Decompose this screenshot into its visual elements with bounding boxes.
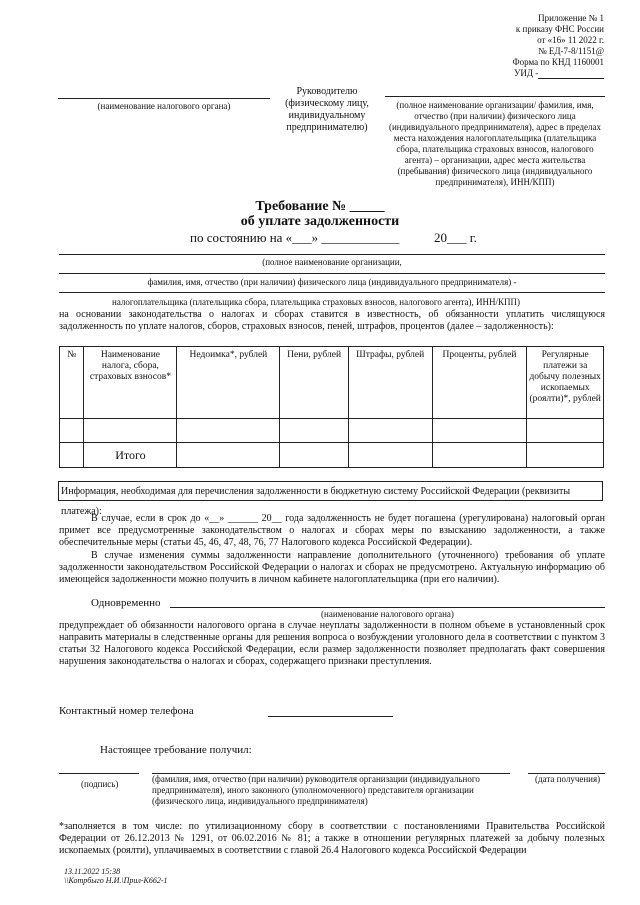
as-of-date: по состоянию на «___» ____________ <box>190 230 400 245</box>
meta-file: \\Котрбыго Н.И.\Прил-К662-1 <box>64 876 168 885</box>
taxpayer-line-1 <box>59 254 605 255</box>
tax-authority-caption: (наименование налогового органа) <box>97 101 231 111</box>
header-royalty: Регулярные платежи за добычу полезных ископаемых (роялти)*, рублей <box>527 347 604 419</box>
taxpayer-caption-2: фамилия, имя, отчество (при наличии) физического лица (индивидуального предпринимателя) - <box>147 277 517 287</box>
simultaneously-line <box>170 607 605 608</box>
table-total-row <box>60 443 604 468</box>
meta-date: 13.11.2022 15:38 <box>64 867 121 876</box>
doc-title: Требование № _____ <box>255 199 385 214</box>
simultaneously-label: Одновременно <box>91 597 161 609</box>
requisites-text: Информация, необходимая для перечисления задолженности в бюджетную систему Российской Федерации (реквизиты платежа): <box>61 486 571 517</box>
taxpayer-caption-3: налогоплательщика (плательщика сбора, плательщика страховых взносов, налогового агента), ИНН/КПП) <box>112 297 520 307</box>
appendix-line2: к приказу ФНС России <box>515 24 604 34</box>
table-row <box>60 419 604 443</box>
uid-label: УИД - <box>514 68 539 78</box>
simultaneously-caption: (наименование налогового органа) <box>321 609 454 619</box>
to-head-text: Руководителю (физическому лицу, индивидуальному предпринимателю) <box>285 86 369 133</box>
recipient-line <box>385 96 605 97</box>
appendix-line5: Форма по КНД 1160001 <box>512 57 604 67</box>
signature-line <box>59 773 139 774</box>
appendix-line3: от «16» 11 2022 г. <box>537 35 604 45</box>
header-arrears: Недоимка*, рублей <box>177 347 280 419</box>
footnote: *заполняется в том числе: по утилизационному сбору в соответствии с постановлениями Правительства Российской Федерации от 26.12.2013 № 1291, от 06.02.2016 № 81; а также в отношении регулярных платежей за добычу полезных ископаемых (роялти), уплачиваемых в соответствии с главой 26.4 Налогового кодекса Российской Федерации <box>59 821 605 856</box>
contact-phone-label: Контактный номер телефона <box>59 705 194 717</box>
header-fines: Штрафы, рублей <box>348 347 432 419</box>
taxpayer-line-3 <box>59 292 605 293</box>
simultaneously-text: предупреждает об обязанности налогового органа в случае неуплаты задолженности в полном объеме в установленный срок направить материалы в следственные органы для решения вопроса о возбуждении уголовного дела в соответствии с пунктом 3 статьи 32 Налогового кодекса Российской Федерации, если размер задолженности позволяет предполагать факт совершения нарушения законодательства о налогах и сборах, содержащего признаки преступления. <box>59 620 605 667</box>
header-num: № <box>60 347 84 419</box>
appendix-block <box>434 13 604 68</box>
total-label: Итого <box>84 443 177 468</box>
appendix-line4: № ЕД-7-8/1151@ <box>538 46 604 56</box>
name-caption: (фамилия, имя, отчество (при наличии) руководителя организации (индивидуального предпринимателя), иного законного (уполномоченного) представителя организации (физического лица, индивидуального предпринимателя) <box>152 774 480 806</box>
tax-authority-line <box>58 98 270 99</box>
table-header-row <box>60 347 604 419</box>
header-tax-name: Наименование налога, сбора, страховых взносов* <box>84 347 177 419</box>
date-caption: (дата получения) <box>535 774 601 784</box>
taxpayer-intro: на основании законодательства о налогах и сборах ставится в известность, об обязанности уплатить числящуюся задолженность по уплате налогов, сборов, страховых взносов, пеней, штрафов, процентов (далее – задолженность): <box>59 309 605 332</box>
uid-line <box>538 78 604 79</box>
taxpayer-caption-1: (полное наименование организации, <box>262 257 402 267</box>
paragraph-2: В случае изменения суммы задолженности направление дополнительного (уточненного) требования об уплате задолженности законодательством Российской Федерации о налогах и сборах не предусмотрено. Актуальную информацию об имеющейся задолженности можно получить в личном кабинете налогоплательщика (при его наличии). <box>59 550 605 585</box>
appendix-line1: Приложение № 1 <box>538 13 604 23</box>
requisites-box <box>58 481 603 517</box>
doc-subtitle: об уплате задолженности <box>240 214 400 229</box>
as-of-year: 20___ г. <box>434 230 477 245</box>
paragraph-1: В случае, если в срок до «__» ______ 20__ года задолженность не будет погашена (урегулирована) налоговый орган примет все предусмотренные законодательством о налогах и сборах меры по взысканию задолженности, а также обеспечительные меры (статьи 45, 46, 47, 48, 76, 77 Налогового кодекса Российской Федерации). <box>59 513 605 548</box>
recipient-caption: (полное наименование организации/ фамилия, имя, отчество (при наличии) физического лица (индивидуального предпринимателя), адрес в пределах места нахождения налогоплательщика (плательщика сбора, плательщика страховых взносов, налогового агента) – организации, адрес места жительства (пребывания) физического лица (индивидуального предпринимателя), ИНН/КПП) <box>388 100 602 187</box>
received-label: Настоящее требование получил: <box>100 744 252 756</box>
signature-caption: (подпись) <box>81 779 119 789</box>
contact-phone-line <box>268 716 393 717</box>
header-interest: Проценты, рублей <box>432 347 527 419</box>
debt-table <box>59 346 604 468</box>
taxpayer-line-2 <box>59 273 605 274</box>
header-penalties: Пени, рублей <box>280 347 348 419</box>
